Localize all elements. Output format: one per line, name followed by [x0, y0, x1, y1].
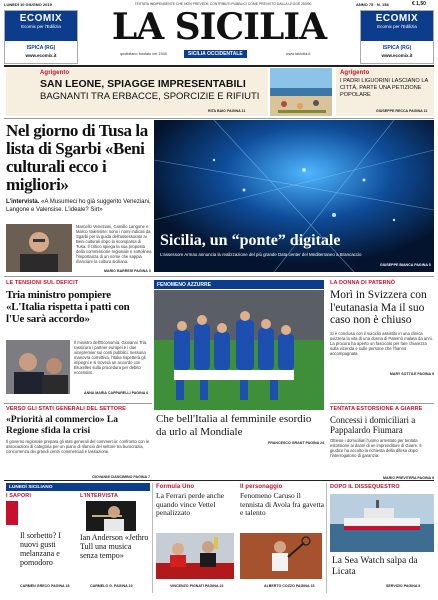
column-divider — [152, 483, 153, 593]
lead-interview-label: L'intervista. — [6, 199, 40, 205]
anderson-article[interactable] — [80, 493, 150, 560]
ferrari-article[interactable] — [156, 484, 236, 518]
ad-ecomix-right[interactable] — [360, 10, 434, 64]
masthead-motto: TESTATA INDIPENDENTE CHE NON PREVEDE CONTRIBUTI PUBBLICI COME PREVISTO DALLA LEGGE 250/90 — [134, 2, 312, 6]
paterno-body: Si è conclusa con il suicidio assistito in una clinica svizzera la vita di una donna di Paternò malata da anni. La procura ha aperto un fascicolo per fare chiarezza sulla vicenda e sulle persone che l'hanno accompagnata. — [330, 330, 433, 356]
caruso-article[interactable] — [240, 484, 324, 518]
ad-city: ISPICA (RG) — [382, 45, 412, 51]
issue-number: ANNO 75 · N. 158 — [356, 2, 389, 7]
caruso-tag: Il personaggio — [240, 484, 283, 490]
ferrari-byline: VINCENZO PIGNATI PAGINA 22 — [170, 584, 224, 588]
football-photo — [154, 290, 324, 410]
teaser-byline: GIUSEPPE RECCA PAGINA 11 — [376, 109, 428, 113]
football-byline: FRANCESCO GRANT PAGINA 24 — [268, 441, 325, 445]
seawatch-article[interactable] — [330, 484, 434, 490]
podium-image — [156, 533, 234, 579]
section-rule — [4, 118, 434, 119]
football-tag: FENOMENO AZZURRE — [154, 280, 324, 289]
hero-article[interactable] — [154, 120, 434, 272]
anderson-byline: CARMELO G. PAGINA 19 — [90, 584, 133, 588]
edition-label: SICILIA OCCIDENTALE — [184, 50, 247, 58]
deficit-title: Tria ministro pompiere «L'Italia rispetta i patti con l'Ue sarà accordo» — [6, 289, 130, 325]
anderson-photo — [86, 501, 136, 531]
lead-article[interactable] — [6, 122, 152, 214]
deficit-tag: LE TENSIONI SUL DEFICIT — [6, 280, 79, 286]
sgarbi-photo — [6, 224, 72, 272]
commerce-tag: VERSO GLI STATI GENERALI DEL SETTORE — [6, 406, 126, 412]
deficit-body: Il ministro dell'Economia, Giovanni Tria, rassicura i partner europei e i due vicepremier sui conti pubblici: nessuna manovra correttiva, l'Italia rispetterà gli impegni e si troverà un accordo con Bruxelles sulla procedura per debito eccessivo. — [74, 340, 148, 375]
giarre-title: Concessi i domiciliari a Pappalardo Fiumara — [330, 415, 416, 435]
teaser-byline: RITA BAIO PAGINA 11 — [208, 109, 246, 113]
beach-photo — [270, 68, 332, 116]
teaser-liguorini[interactable] — [336, 68, 434, 116]
section-rule — [330, 403, 434, 404]
ad-ecomix-left[interactable] — [4, 10, 78, 64]
website-label: www.lasicilia.it — [286, 52, 311, 56]
sorbetto-photo — [6, 501, 18, 525]
hero-byline: GIUSEPPE BIANCA PAGINA 5 — [380, 263, 431, 267]
ferrari-tag: Formula Uno — [156, 484, 195, 490]
section-rule — [4, 276, 434, 277]
teaser-title: I PADRI LIGUORINI LASCIANO LA CITTÀ, PARTE UNA PETIZIONE POPOLARE — [340, 78, 428, 98]
section-rule — [4, 403, 152, 404]
teaser-title: SAN LEONE, SPIAGGE IMPRESENTABILI — [40, 78, 246, 90]
caruso-title: Fenomeno Caruso il tennista di Avola fra gavetta e talento — [240, 491, 324, 517]
founded-note: quotidiano fondato nel 1945 — [120, 52, 167, 56]
ad-brand: ECOMIX — [19, 13, 63, 24]
sorbetto-title: Il sorbetto? I nuovi gusti melanzana e pomodoro — [20, 531, 61, 567]
commerce-byline: GIOVANNI CIANCIMINO PAGINA 7 — [92, 475, 150, 479]
football-title[interactable]: Che bell'Italia al femminile esordio da urlo al Mondiale — [156, 413, 312, 438]
masthead-rule — [4, 65, 434, 67]
teaser-subtitle: BAGNANTI TRA ERBACCE, SPORCIZIE E RIFIUTI — [40, 91, 260, 102]
paterno-article[interactable] — [330, 280, 434, 376]
hero-subtitle: L'assessore Armao annuncia la realizzazione del più grande Data center del Mediterraneo a Brancaccio — [160, 252, 362, 257]
lead-title: Nel giorno di Tusa la lista di Sgarbi «Beni culturali ecco i migliori» — [6, 121, 148, 194]
issue-price: € 1,50 — [412, 1, 426, 7]
seawatch-photo — [330, 494, 434, 552]
team-celebration-image — [154, 290, 324, 410]
issue-date: LUNEDÌ 10 GIUGNO 2019 — [4, 2, 52, 7]
ad-line: Ecomix per l'Edilizia — [377, 24, 417, 29]
column-divider — [326, 483, 327, 593]
paterno-byline: MARY SOTTILE PAGINA 9 — [389, 371, 434, 376]
lunedi-section-label: LUNEDÌ SICILIANO — [6, 483, 150, 491]
minister-image — [6, 340, 70, 394]
musician-image — [86, 501, 136, 531]
commerce-article[interactable] — [6, 406, 150, 479]
teaser-tag: Agrigento — [40, 70, 70, 76]
anderson-tag: L'INTERVISTA — [80, 493, 119, 499]
portrait-image — [6, 224, 72, 272]
ad-url: www.ecomix.it — [381, 53, 413, 58]
ad-city: ISPICA (RG) — [26, 45, 56, 51]
caruso-byline: ALBERTO COZZO PAGINA 23 — [264, 584, 315, 588]
anderson-title: Ian Anderson «Jethro Tull una musica senza tempo» — [80, 533, 149, 560]
giarre-byline: MARIO PREVITERA PAGINA 9 — [383, 476, 434, 480]
sorbetto-article[interactable] — [6, 493, 76, 567]
lead-byline: MARIO BARRESI PAGINA 3 — [104, 269, 151, 273]
lead-interview-text: «A Musumeci ho già suggerito Veneziani, Langone e Valensise. L'ideale? Sirt» — [6, 199, 151, 213]
commerce-body: Il governo regionale prepara gli stati generali del commercio: confronto con le associazioni di categoria per un piano di rilancio del settore tra burocrazia, concorrenza dei grandi centri commerciali e tassazione. — [6, 439, 150, 454]
seawatch-tag: DOPO IL DISSEQUESTRO — [330, 484, 400, 490]
ad-url: www.ecomix.it — [25, 53, 57, 58]
tria-photo — [6, 340, 70, 394]
giarre-article[interactable] — [330, 406, 434, 480]
sorbetto-tag: I SAPORI — [6, 493, 31, 499]
paterno-title: Morì in Svizzera con l'eutanasia Ma il suo caso non è chiuso — [330, 289, 427, 326]
ad-brand: ECOMIX — [375, 13, 419, 24]
giarre-body: Ottiene i domiciliari l'uomo arrestato per tentata estorsione ai danni di un imprenditore di Giarre. Il giudice ha accolto la richiesta della difesa dopo l'interrogatorio di garanzia. — [330, 438, 422, 458]
giarre-tag: TENTATA ESTORSIONE A GIARRE — [330, 406, 423, 412]
caruso-photo — [240, 533, 322, 579]
hero-title: Sicilia, un “ponte” digitale — [160, 232, 341, 249]
ferrari-title: La Ferrari perde anche quando vince Vettel penalizzato — [156, 491, 225, 517]
ship-image — [330, 494, 434, 552]
ferrari-photo — [156, 533, 234, 579]
section-rule — [4, 480, 434, 481]
tennis-image — [240, 533, 322, 579]
ad-line: Ecomix per l'Edilizia — [21, 24, 61, 29]
seawatch-title[interactable]: La Sea Watch salpa da Licata — [332, 556, 418, 577]
beach-image — [270, 68, 332, 116]
newspaper-title: LA SICILIA — [111, 6, 327, 48]
deficit-article[interactable] — [6, 280, 150, 325]
seawatch-byline: SERVIZIO PAGINA 9 — [386, 584, 421, 588]
paterno-tag: LA DONNA DI PATERNÒ — [330, 280, 396, 286]
commerce-title: «Priorità al commercio» La Regione sfida la crisi — [6, 415, 118, 436]
teaser-tag: Agrigento — [340, 70, 370, 76]
lead-body: Marcello Veneziani, Camillo Langone e Marco Valensise: sono i nomi indicati da Sgarbi per la guida dell'assessorato ai Beni culturali dopo la scomparsa di Tusa. Il critico spiega la sua proposta della commissione regionale e sottolinea l'importanza di un nome che sappia rilanciare la cultura siciliana. — [76, 224, 152, 264]
teaser-sanleone[interactable] — [6, 68, 268, 116]
deficit-byline: ANNA MARIA CAPPARELLI PAGINA 6 — [84, 391, 149, 395]
sorbetto-byline: CARMEN GRECO PAGINA 18 — [20, 584, 70, 588]
